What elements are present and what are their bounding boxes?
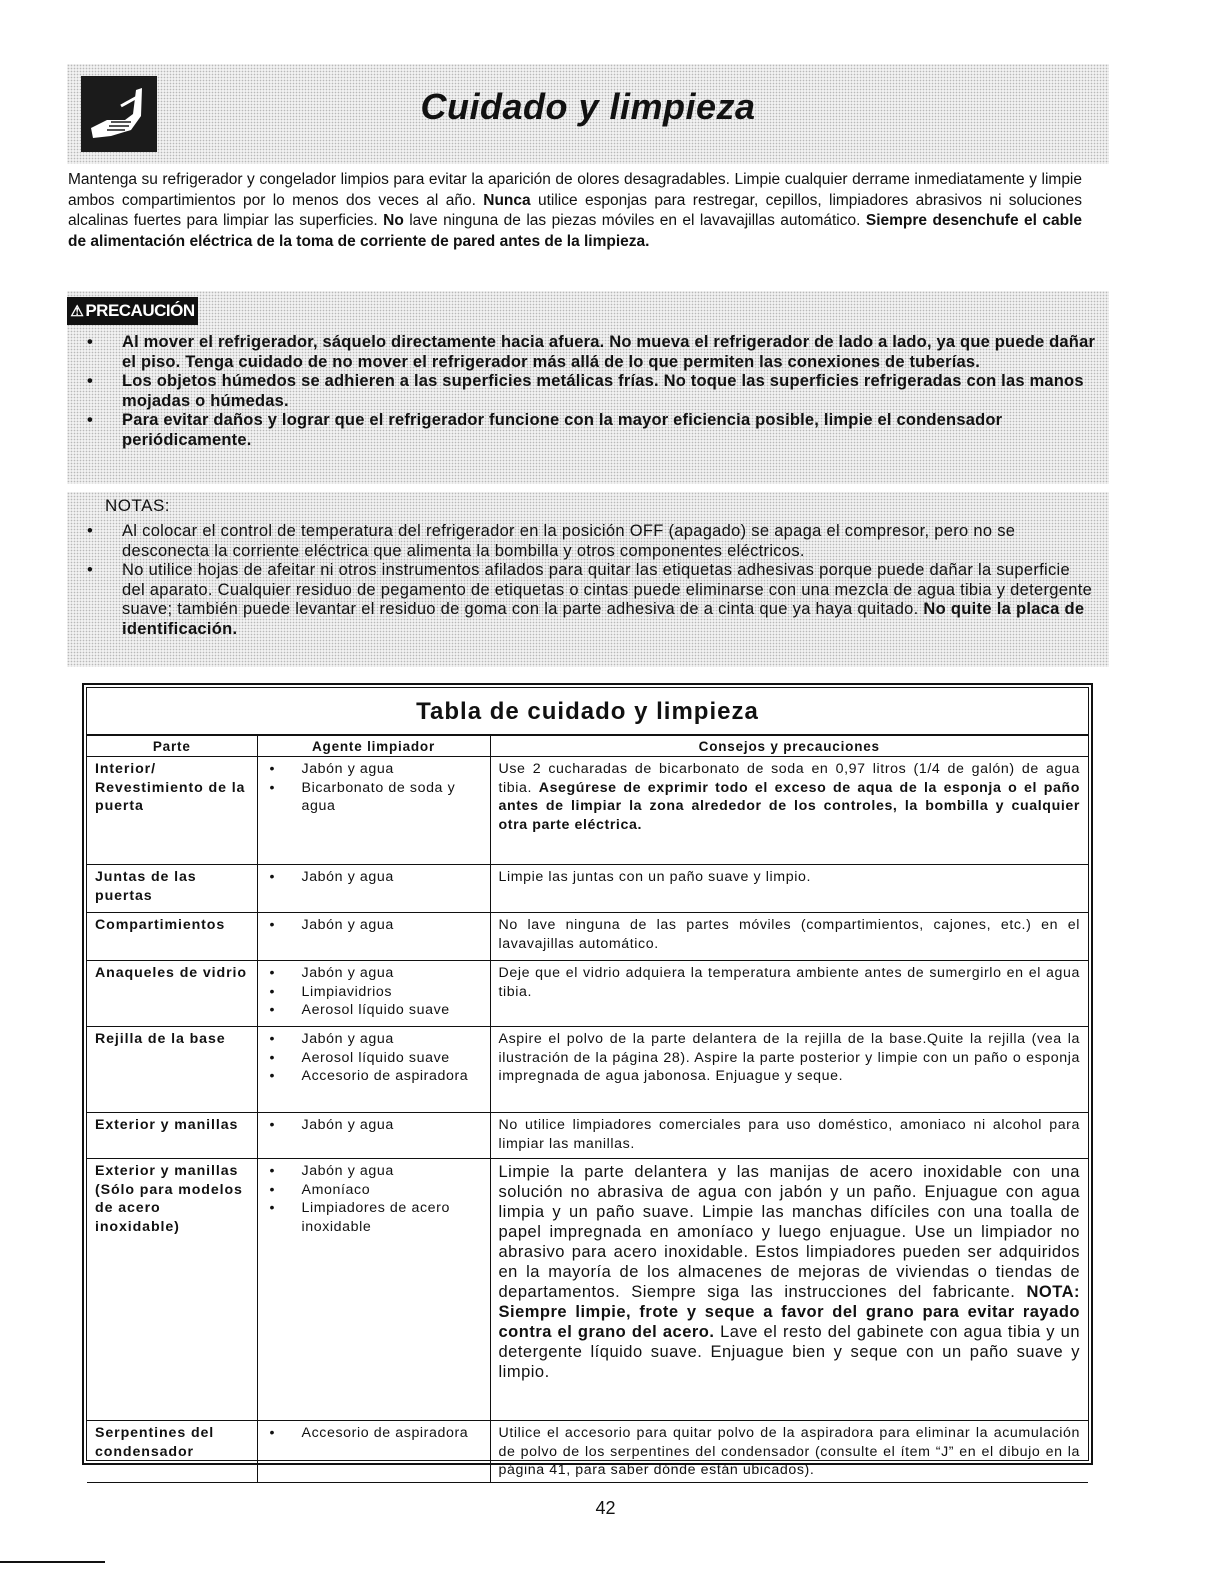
cell-tips (490, 865, 1088, 913)
warning-icon: ⚠ (70, 303, 84, 320)
caution-label: PRECAUCIÓN (85, 301, 195, 320)
agent-item: • Bicarbonato de soda y agua (266, 779, 482, 816)
cell-agent (257, 1113, 490, 1159)
cell-agent (257, 1027, 490, 1113)
table-title: Tabla de cuidado y limpieza (87, 688, 1088, 735)
agent-item: • Jabón y agua (266, 1162, 482, 1181)
table-row (87, 913, 1088, 961)
tips-text: Limpie las juntas con un paño suave y limpio. (498, 869, 811, 885)
caution-box (67, 291, 1109, 484)
agent-item: • Jabón y agua (266, 1030, 482, 1049)
intro-warning: Siempre desenchufe el cable de alimentación eléctrica de la toma de corriente de pared antes de la limpieza. (68, 212, 1082, 250)
table-row (87, 1027, 1088, 1113)
cell-tips (490, 961, 1088, 1027)
cell-agent (257, 1421, 490, 1483)
cell-part: Compartimientos (87, 913, 257, 961)
tips-text: Deje que el vidrio adquiera la temperatura ambiente antes de sumergirlo en el agua tibia. (498, 965, 1080, 1000)
intro-text: Mantenga su refrigerador y congelador limpios para evitar la aparición de olores desagradables. Limpie cualquier derrame inmediatamente y limpie ambos compartimientos por lo menos dos veces al año. (68, 171, 1082, 209)
notes-title: NOTAS: (105, 496, 171, 515)
note-bold: No quite la placa de identificación. (122, 600, 1085, 638)
tips-text: Use 2 cucharadas de bicarbonato de soda en 0,97 litros (1/4 de galón) de agua tibia. (498, 761, 1080, 796)
agent-item: • Accesorio de aspiradora (266, 1067, 482, 1086)
table-row (87, 1159, 1088, 1421)
cell-agent (257, 913, 490, 961)
cell-tips (490, 1113, 1088, 1159)
cell-part: Exterior y manillas (Sólo para modelos de acero inoxidable) (87, 1159, 257, 1421)
page-number: 42 (595, 1498, 616, 1518)
header-tips: Consejos y precauciones (490, 736, 1088, 757)
note-item (67, 561, 1097, 639)
cell-part: Exterior y manillas (87, 1113, 257, 1159)
cell-agent (257, 865, 490, 913)
agent-item: • Jabón y agua (266, 916, 482, 935)
cell-agent (257, 1159, 490, 1421)
header-agent: Agente limpiador (257, 736, 490, 757)
agent-item: • Limpiavidrios (266, 983, 482, 1002)
caution-list (67, 333, 1097, 450)
intro-text: lave ninguna de las piezas móviles en el lavavajillas automático. (403, 212, 866, 229)
agent-item: • Jabón y agua (266, 760, 482, 779)
footer-rule (0, 1561, 105, 1563)
notes-list (67, 522, 1097, 639)
agent-item: • Amoníaco (266, 1181, 482, 1200)
table-row (87, 1421, 1088, 1483)
table-row (87, 865, 1088, 913)
cell-tips (490, 913, 1088, 961)
intro-text: utilice esponjas para restregar, cepillos, limpiadores abrasivos ni soluciones alcalinas fuertes para limpiar las superficies. (68, 191, 1082, 229)
intro-bold: Nunca (483, 191, 531, 209)
tips-bold: Asegúrese de exprimir todo el exceso de aqua de la esponja o el paño antes de limpiar la zona alrededor de los controles, la bombilla y cualquier otra parte eléctrica. (498, 779, 1080, 833)
care-table (82, 683, 1093, 1478)
tips-text: No utilice limpiadores comerciales para uso doméstico, amoniaco ni alcohol para limpiar las manillas. (498, 1117, 1080, 1152)
cell-tips (490, 1159, 1088, 1421)
cell-part: Serpentines del condensador (87, 1421, 257, 1483)
tips-text: No lave ninguna de las partes móviles (compartimientos, cajones, etc.) en el lavavajillas automático. (498, 917, 1080, 952)
cell-tips (490, 1027, 1088, 1113)
header-part: Parte (87, 736, 257, 757)
cell-part: Juntas de las puertas (87, 865, 257, 913)
cell-tips (490, 757, 1088, 865)
agent-item: • Aerosol líquido suave (266, 1001, 482, 1020)
title-banner (67, 64, 1109, 164)
intro-bold: No (383, 212, 404, 229)
agent-item: • Aerosol líquido suave (266, 1049, 482, 1068)
care-grid (87, 735, 1088, 1483)
caution-badge (67, 297, 198, 325)
caution-item: • Los objetos húmedos se adhieren a las superficies metálicas frías. No toque las superficies refrigeradas con las manos mojadas o húmedas. (67, 372, 1097, 411)
cell-part: Interior/ Revestimiento de la puerta (87, 757, 257, 865)
cell-agent (257, 961, 490, 1027)
tips-text: Limpie la parte delantera y las manijas de acero inoxidable con una solución no abrasiva de agua con jabón y un paño. Enjuague con agua limpia y un paño suave. Limpie las manchas difíciles con una toalla de papel impregnada en amoníaco y luego enjuague. Use un limpiador no abrasivo para acero inoxidable. Estos limpiadores pueden ser adquiridos en la mayoría de los almacenes de mejoras de viviendas o tiendas de departamentos. Siempre siga las instrucciones del fabricante. (498, 1163, 1080, 1301)
note-text: No utilice hojas de afeitar ni otros instrumentos afilados para quitar las etiquetas adhesivas porque puede dañar la superficie del aparato. Cualquier residuo de pegamento de etiquetas o cintas puede eliminarse con una mezcla de agua tibia y detergente suave; también puede levantar el residuo de goma con la parte adhesiva de a cinta que ya haya quitado. (122, 561, 1093, 618)
tips-text: Utilice el accesorio para quitar polvo de la aspiradora para eliminar la acumulación de polvo de los serpentines del condensador (consulte el ítem “J” en el dibujo en la página 41, para saber dónde están ubicados). (498, 1425, 1080, 1478)
cell-agent (257, 757, 490, 865)
page-title: Cuidado y limpieza (420, 86, 756, 127)
table-row (87, 961, 1088, 1027)
agent-item: • Jabón y agua (266, 868, 482, 887)
agent-item: • Accesorio de aspiradora (266, 1424, 482, 1443)
agent-item: • Limpiadores de acero inoxidable (266, 1199, 482, 1236)
agent-item: • Jabón y agua (266, 964, 482, 983)
tips-bold: NOTA: Siempre limpie, frote y seque a favor del grano para evitar rayado contra el grano del acero. (498, 1283, 1080, 1341)
table-row (87, 757, 1088, 865)
cell-tips (490, 1421, 1088, 1483)
note-item: • Al colocar el control de temperatura del refrigerador en la posición OFF (apagado) se apaga el compresor, pero no se desconecta la corriente eléctrica que alimenta la bombilla y otros componentes eléctricos. (67, 522, 1097, 561)
tips-text: Aspire el polvo de la parte delantera de la rejilla de la base.Quite la rejilla (vea la ilustración de la página 28). Aspire la parte posterior y limpie con un paño o esponja impregnada de agua jabonosa. Enjuague y seque. (498, 1031, 1080, 1084)
table-row (87, 1113, 1088, 1159)
cell-part: Anaqueles de vidrio (87, 961, 257, 1027)
caution-item: • Para evitar daños y lograr que el refrigerador funcione con la mayor eficiencia posible, limpie el condensador periódicamente. (67, 411, 1097, 450)
caution-item: • Al mover el refrigerador, sáquelo directamente hacia afuera. No mueva el refrigerador de lado a lado, ya que puede dañar el piso. Tenga cuidado de no mover el refrigerador más allá de lo que permiten las conexiones de tuberías. (67, 333, 1097, 372)
notes-box (67, 492, 1109, 667)
intro-paragraph (68, 170, 1082, 252)
tips-text: Lave el resto del gabinete con agua tibia y un detergente líquido suave. Enjuague bien y seque con un paño suave y limpio. (498, 1323, 1081, 1381)
agent-item: • Jabón y agua (266, 1116, 482, 1135)
cell-part: Rejilla de la base (87, 1027, 257, 1113)
